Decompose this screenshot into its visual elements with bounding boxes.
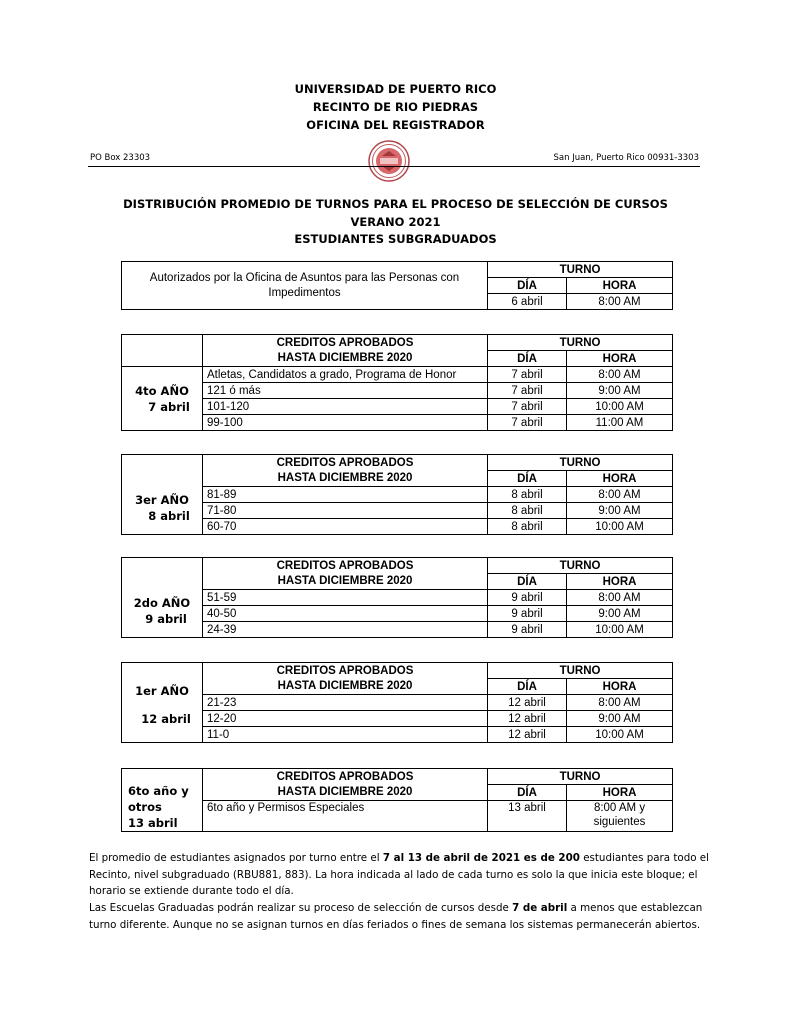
note-bold-date: 7 de abril	[512, 902, 568, 914]
dia-cell: 12 abril	[488, 727, 567, 743]
hora-header: HORA	[567, 351, 673, 367]
hora-cell: 8:00 AM	[567, 695, 673, 711]
po-box: PO Box 23303	[90, 153, 151, 163]
hora-cell: 9:00 AM	[567, 383, 673, 399]
hora-cell: 8:00 AM	[567, 367, 673, 383]
creditos-cell: 6to año y Permisos Especiales	[203, 801, 488, 832]
hora-cell: 11:00 AM	[567, 415, 673, 431]
creditos-cell: 12-20	[203, 711, 488, 727]
hasta-header: HASTA DICIEMBRE 2020	[203, 351, 488, 367]
doc-term: VERANO 2021	[350, 215, 441, 229]
dia-cell: 8 abril	[488, 503, 567, 519]
dia-cell: 8 abril	[488, 519, 567, 535]
impedimentos-text: Autorizados por la Oficina de Asuntos para las Personas con Impedimentos	[122, 262, 488, 310]
group-year-cont: otros	[128, 800, 162, 814]
dia-cell: 7 abril	[488, 367, 567, 383]
group-label	[122, 769, 203, 832]
group-label	[122, 367, 203, 431]
group-year: 6to año y	[128, 784, 189, 798]
turno-header: TURNO	[488, 335, 673, 351]
hora-header: HORA	[567, 471, 673, 487]
dia-header: DÍA	[488, 278, 567, 294]
hora-header: HORA	[567, 278, 673, 294]
group-year: 3er AÑO	[135, 492, 189, 507]
doc-title: DISTRIBUCIÓN PROMEDIO DE TURNOS PARA EL PROCESO DE SELECCIÓN DE CURSOS	[123, 197, 668, 211]
creditos-cell: 81-89	[203, 487, 488, 503]
hora-header: HORA	[567, 785, 673, 801]
dia-header: DÍA	[488, 785, 567, 801]
hora-cell: 10:00 AM	[567, 519, 673, 535]
hora-cell: 9:00 AM	[567, 711, 673, 727]
hora-cell: 9:00 AM	[567, 606, 673, 622]
dia-cell: 12 abril	[488, 695, 567, 711]
group-date: 9 abril	[145, 611, 187, 626]
hora-cell: 10:00 AM	[567, 399, 673, 415]
header-office: OFICINA DEL REGISTRADOR	[306, 118, 485, 132]
dia-cell: 8 abril	[488, 487, 567, 503]
header-campus: RECINTO DE RIO PIEDRAS	[312, 100, 479, 114]
dia-cell: 7 abril	[488, 415, 567, 431]
dia-cell: 9 abril	[488, 606, 567, 622]
group-date: 7 abril	[148, 399, 190, 414]
hasta-header: HASTA DICIEMBRE 2020	[203, 471, 488, 487]
hora-header: HORA	[567, 679, 673, 695]
turno-header: TURNO	[488, 558, 673, 574]
turno-header: TURNO	[488, 663, 673, 679]
turno-header: TURNO	[488, 769, 673, 785]
group-year: 4to AÑO	[135, 383, 189, 398]
hora-header: HORA	[567, 574, 673, 590]
hasta-header: HASTA DICIEMBRE 2020	[203, 785, 488, 801]
creditos-header: CREDITOS APROBADOS	[203, 455, 488, 471]
impedimentos-hora: 8:00 AM	[567, 294, 673, 310]
hora-cell: 9:00 AM	[567, 503, 673, 519]
turno-header: TURNO	[488, 455, 673, 471]
creditos-cell: 121 ó más	[203, 383, 488, 399]
hora-line1: 8:00 AM y	[593, 802, 646, 814]
table-6to-ano	[121, 768, 673, 832]
dia-cell: 12 abril	[488, 711, 567, 727]
dia-header: DÍA	[488, 679, 567, 695]
group-label	[122, 663, 203, 743]
dia-cell: 9 abril	[488, 590, 567, 606]
table-impedimentos	[121, 261, 673, 310]
dia-cell: 7 abril	[488, 383, 567, 399]
impedimentos-dia: 6 abril	[488, 294, 567, 310]
creditos-header: CREDITOS APROBADOS	[203, 769, 488, 785]
group-date: 12 abril	[141, 711, 191, 726]
group-label	[122, 455, 203, 535]
creditos-cell: 24-39	[203, 622, 488, 638]
group-label	[122, 558, 203, 638]
creditos-cell: 71-80	[203, 503, 488, 519]
creditos-cell: 40-50	[203, 606, 488, 622]
creditos-header: CREDITOS APROBADOS	[203, 335, 488, 351]
creditos-cell: 60-70	[203, 519, 488, 535]
hora-cell: 8:00 AM	[567, 590, 673, 606]
creditos-cell: 11-0	[203, 727, 488, 743]
creditos-cell: 101-120	[203, 399, 488, 415]
hora-line2: siguientes	[593, 816, 646, 828]
dia-cell: 9 abril	[488, 622, 567, 638]
note-average-students: El promedio de estudiantes asignados por turno entre el 7 al 13 de abril de 2021 es de 200 estudiantes para todo el Recinto, nivel subgraduado (RBU881, 883). La hora indicada al lado de cada turno es solo la que inicia este bloque; el horario se extiende durante todo el día.	[89, 852, 710, 897]
hasta-header: HASTA DICIEMBRE 2020	[203, 679, 488, 695]
dia-cell: 13 abril	[488, 801, 567, 832]
dia-header: DÍA	[488, 574, 567, 590]
hasta-header: HASTA DICIEMBRE 2020	[203, 574, 488, 590]
hora-cell: 8:00 AM	[567, 487, 673, 503]
table-1er-ano	[121, 662, 673, 743]
group-year: 1er AÑO	[135, 683, 189, 698]
note-bold-dates: 7 al 13 de abril de 2021 es de 200	[382, 852, 580, 864]
doc-level: ESTUDIANTES SUBGRADUADOS	[294, 232, 497, 246]
turno-header: TURNO	[488, 262, 673, 278]
blank-cell	[122, 335, 203, 367]
group-date: 8 abril	[148, 508, 190, 523]
header-university: UNIVERSIDAD DE PUERTO RICO	[294, 82, 497, 96]
dia-cell: 7 abril	[488, 399, 567, 415]
university-seal-logo	[368, 140, 410, 182]
group-date: 13 abril	[128, 816, 178, 830]
dia-header: DÍA	[488, 351, 567, 367]
dia-header: DÍA	[488, 471, 567, 487]
table-2do-ano	[121, 557, 673, 638]
creditos-cell: 99-100	[203, 415, 488, 431]
creditos-header: CREDITOS APROBADOS	[203, 663, 488, 679]
hora-cell: 10:00 AM	[567, 622, 673, 638]
header-rule	[88, 166, 700, 167]
creditos-header: CREDITOS APROBADOS	[203, 558, 488, 574]
hora-cell	[567, 801, 673, 832]
creditos-cell: Atletas, Candidatos a grado, Programa de Honor	[203, 367, 488, 383]
table-4to-ano	[121, 334, 673, 431]
table-3er-ano	[121, 454, 673, 535]
creditos-cell: 51-59	[203, 590, 488, 606]
group-year: 2do AÑO	[133, 595, 191, 610]
hora-cell: 10:00 AM	[567, 727, 673, 743]
note-graduate-schools: Las Escuelas Graduadas podrán realizar su proceso de selección de cursos desde 7 de abril a menos que establezcan turno diferente. Aunque no se asignan turnos en días feriados o fines de semana los sistemas permanecerán abiertos.	[89, 902, 703, 931]
city-address: San Juan, Puerto Rico 00931-3303	[553, 153, 699, 163]
creditos-cell: 21-23	[203, 695, 488, 711]
